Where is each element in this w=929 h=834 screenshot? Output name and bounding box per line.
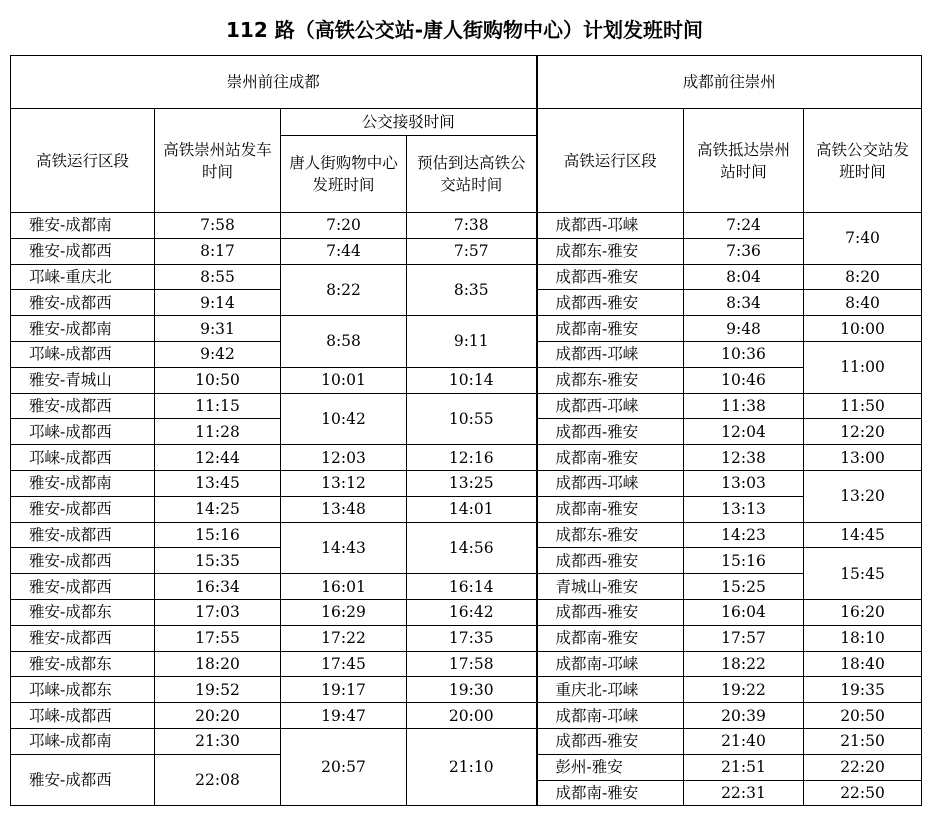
right-segment-cell: 成都南-雅安 [537,445,684,471]
right-arrive-cell: 8:34 [684,290,804,316]
left-direction-header: 崇州前往成都 [11,56,537,109]
right-segment-cell: 重庆北-邛崃 [537,677,684,703]
right-arrive-cell: 14:23 [684,522,804,548]
right-arrive-cell: 18:22 [684,651,804,677]
right-segment-cell: 成都西-雅安 [537,548,684,574]
bus-arrive-cell: 16:42 [407,599,537,625]
right-arrive-cell: 10:36 [684,341,804,367]
left-segment-cell: 邛崃-成都西 [11,703,155,729]
right-segment-cell: 成都西-邛崃 [537,213,684,239]
bus-depart-cell: 8:22 [281,264,407,316]
left-depart-cell: 12:44 [155,445,281,471]
right-arrive-cell: 7:36 [684,238,804,264]
bus-depart-cell: 7:44 [281,238,407,264]
right-bus-cell: 18:10 [804,625,922,651]
left-depart-cell: 9:31 [155,316,281,342]
bus-arrive-cell: 9:11 [407,316,537,368]
bus-arrive-cell: 7:57 [407,238,537,264]
left-depart-cell: 22:08 [155,754,281,806]
left-segment-cell: 雅安-成都西 [11,290,155,316]
left-depart-cell: 18:20 [155,651,281,677]
bus-depart-cell: 7:20 [281,213,407,239]
right-arrive-cell: 12:38 [684,445,804,471]
bus-arrive-header: 预估到达高铁公交站时间 [407,136,537,213]
right-segment-cell: 成都南-雅安 [537,780,684,806]
table-row [11,238,922,264]
left-segment-cell: 邛崃-成都西 [11,445,155,471]
left-segment-cell: 雅安-成都西 [11,548,155,574]
schedule-body [11,213,922,806]
bus-arrive-cell: 17:35 [407,625,537,651]
table-row [11,599,922,625]
bus-arrive-cell: 20:00 [407,703,537,729]
left-segment-cell: 雅安-成都南 [11,213,155,239]
left-depart-cell: 16:34 [155,574,281,600]
right-bus-cell: 13:20 [804,470,922,522]
right-segment-cell: 成都西-雅安 [537,419,684,445]
schedule-table [10,55,922,806]
right-segment-cell: 成都西-雅安 [537,264,684,290]
left-depart-header: 高铁崇州站发车时间 [155,109,281,213]
right-bus-cell: 22:50 [804,780,922,806]
right-segment-cell: 成都西-邛崃 [537,393,684,419]
right-segment-cell: 成都西-雅安 [537,290,684,316]
bus-depart-cell: 20:57 [281,728,407,805]
right-segment-cell: 成都西-雅安 [537,728,684,754]
right-arrive-cell: 8:04 [684,264,804,290]
bus-arrive-cell: 12:16 [407,445,537,471]
left-depart-cell: 11:15 [155,393,281,419]
bus-depart-cell: 10:01 [281,367,407,393]
table-row [11,574,922,600]
bus-depart-cell: 17:45 [281,651,407,677]
bus-arrive-cell: 19:30 [407,677,537,703]
right-segment-cell: 成都南-雅安 [537,316,684,342]
right-segment-cell: 成都南-邛崃 [537,651,684,677]
right-arrive-cell: 21:40 [684,728,804,754]
left-depart-cell: 17:03 [155,599,281,625]
right-arrive-cell: 21:51 [684,754,804,780]
right-arrive-cell: 9:48 [684,316,804,342]
table-row [11,728,922,754]
right-arrive-cell: 16:04 [684,599,804,625]
bus-depart-cell: 13:12 [281,470,407,496]
table-row [11,264,922,290]
right-bus-cell: 8:20 [804,264,922,290]
right-bus-cell: 18:40 [804,651,922,677]
right-bus-cell: 7:40 [804,213,922,265]
bus-arrive-cell: 10:14 [407,367,537,393]
right-segment-cell: 成都东-雅安 [537,522,684,548]
bus-depart-header: 唐人街购物中心发班时间 [281,136,407,213]
table-row [11,496,922,522]
left-segment-cell: 雅安-成都西 [11,238,155,264]
left-depart-cell: 13:45 [155,470,281,496]
left-depart-cell: 9:14 [155,290,281,316]
bus-depart-cell: 16:01 [281,574,407,600]
right-segment-cell: 成都南-雅安 [537,496,684,522]
right-segment-cell: 成都东-雅安 [537,367,684,393]
bus-depart-cell: 14:43 [281,522,407,574]
left-depart-cell: 15:35 [155,548,281,574]
bus-arrive-cell: 8:35 [407,264,537,316]
right-bus-cell: 21:50 [804,728,922,754]
table-row [11,470,922,496]
right-segment-cell: 成都西-邛崃 [537,341,684,367]
bus-arrive-cell: 14:56 [407,522,537,574]
right-segment-cell: 成都西-雅安 [537,599,684,625]
right-bus-cell: 16:20 [804,599,922,625]
right-segment-cell: 青城山-雅安 [537,574,684,600]
left-segment-cell: 邛崃-成都东 [11,677,155,703]
left-segment-cell: 雅安-成都西 [11,522,155,548]
left-depart-cell: 8:55 [155,264,281,290]
left-segment-cell: 雅安-成都西 [11,393,155,419]
bus-arrive-cell: 13:25 [407,470,537,496]
right-bus-cell: 10:00 [804,316,922,342]
left-segment-cell: 雅安-成都西 [11,574,155,600]
bus-depart-cell: 19:17 [281,677,407,703]
page-title: 112 路（高铁公交站-唐人街购物中心）计划发班时间 [225,18,703,42]
left-segment-cell: 雅安-成都西 [11,625,155,651]
right-bus-cell: 13:00 [804,445,922,471]
right-arrive-cell: 15:16 [684,548,804,574]
left-depart-cell: 8:17 [155,238,281,264]
bus-arrive-cell: 7:38 [407,213,537,239]
left-segment-cell: 邛崃-成都西 [11,419,155,445]
table-row [11,316,922,342]
left-segment-cell: 雅安-成都东 [11,599,155,625]
right-bus-cell: 19:35 [804,677,922,703]
left-depart-cell: 11:28 [155,419,281,445]
table-row [11,625,922,651]
right-arrive-cell: 7:24 [684,213,804,239]
table-row [11,651,922,677]
right-arrive-cell: 10:46 [684,367,804,393]
left-depart-cell: 7:58 [155,213,281,239]
left-segment-cell: 雅安-成都南 [11,316,155,342]
left-depart-cell: 14:25 [155,496,281,522]
right-bus-cell: 22:20 [804,754,922,780]
left-depart-cell: 20:20 [155,703,281,729]
table-row [11,213,922,239]
left-depart-cell: 9:42 [155,341,281,367]
table-row [11,677,922,703]
right-bus-cell: 11:00 [804,341,922,393]
bus-arrive-cell: 17:58 [407,651,537,677]
bus-depart-cell: 17:22 [281,625,407,651]
table-row [11,703,922,729]
right-bus-cell: 12:20 [804,419,922,445]
right-arrive-cell: 22:31 [684,780,804,806]
right-direction-header: 成都前往崇州 [537,56,922,109]
left-segment-cell: 雅安-成都西 [11,496,155,522]
right-bus-cell: 8:40 [804,290,922,316]
right-arrive-cell: 12:04 [684,419,804,445]
bus-depart-cell: 16:29 [281,599,407,625]
left-depart-cell: 15:16 [155,522,281,548]
right-segment-cell: 成都南-雅安 [537,625,684,651]
bus-depart-cell: 8:58 [281,316,407,368]
right-bus-cell: 20:50 [804,703,922,729]
bus-arrive-cell: 21:10 [407,728,537,805]
table-row [11,522,922,548]
right-arrive-cell: 13:03 [684,470,804,496]
right-arrive-cell: 13:13 [684,496,804,522]
right-bus-cell: 14:45 [804,522,922,548]
right-bus-cell: 11:50 [804,393,922,419]
left-depart-cell: 21:30 [155,728,281,754]
left-depart-cell: 17:55 [155,625,281,651]
bus-arrive-cell: 10:55 [407,393,537,445]
table-row [11,367,922,393]
right-arrive-cell: 11:38 [684,393,804,419]
left-segment-cell: 雅安-青城山 [11,367,155,393]
bus-connection-header: 公交接驳时间 [281,109,537,136]
bus-depart-cell: 10:42 [281,393,407,445]
right-bus-cell: 15:45 [804,548,922,600]
left-segment-cell: 雅安-成都南 [11,470,155,496]
left-depart-cell: 19:52 [155,677,281,703]
right-segment-cell: 成都东-雅安 [537,238,684,264]
right-segment-header: 高铁运行区段 [537,109,684,213]
left-segment-cell: 邛崃-重庆北 [11,264,155,290]
bus-depart-cell: 13:48 [281,496,407,522]
left-segment-cell: 雅安-成都东 [11,651,155,677]
bus-depart-cell: 19:47 [281,703,407,729]
right-arrive-cell: 20:39 [684,703,804,729]
right-arrive-cell: 17:57 [684,625,804,651]
right-arrive-cell: 15:25 [684,574,804,600]
right-segment-cell: 成都南-邛崃 [537,703,684,729]
table-row [11,445,922,471]
right-bus-header: 高铁公交站发班时间 [804,109,922,213]
right-segment-cell: 成都西-邛崃 [537,470,684,496]
bus-arrive-cell: 14:01 [407,496,537,522]
left-depart-cell: 10:50 [155,367,281,393]
bus-arrive-cell: 16:14 [407,574,537,600]
left-segment-cell: 雅安-成都西 [11,754,155,806]
left-segment-header: 高铁运行区段 [11,109,155,213]
left-segment-cell: 邛崃-成都西 [11,341,155,367]
right-arrive-cell: 19:22 [684,677,804,703]
left-segment-cell: 邛崃-成都南 [11,728,155,754]
table-row [11,393,922,419]
right-segment-cell: 彭州-雅安 [537,754,684,780]
right-arrive-header: 高铁抵达崇州站时间 [684,109,804,213]
bus-depart-cell: 12:03 [281,445,407,471]
